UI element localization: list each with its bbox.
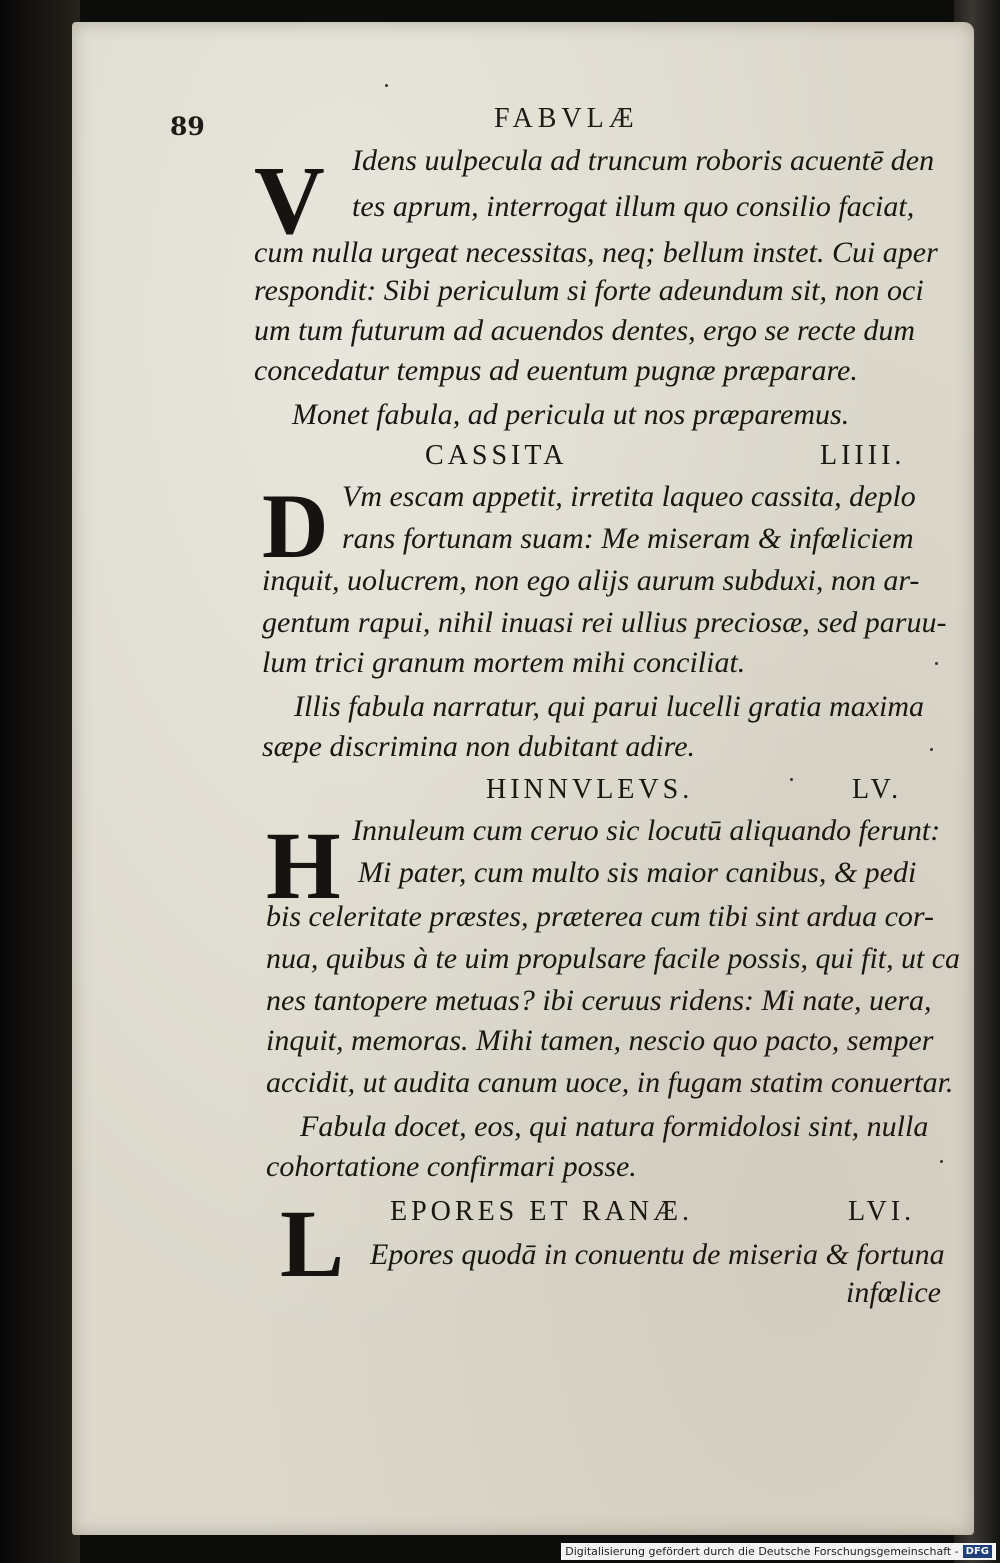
scan-background-left xyxy=(0,0,80,1563)
footer-text: Digitalisierung gefördert durch die Deutsche Forschungsgemeinschaft - xyxy=(565,1545,959,1558)
paper-speck xyxy=(930,748,933,751)
fable-title: HINNVLEVS. xyxy=(486,774,694,805)
text-line: rans fortunam suam: Me miseram & infœliciem xyxy=(342,522,914,555)
running-head: FABVLÆ xyxy=(494,103,639,134)
fable-title: CASSITA xyxy=(425,440,568,471)
page-number: 89 xyxy=(170,112,205,141)
drop-cap-d: D xyxy=(262,475,329,577)
digitization-footer xyxy=(561,1543,996,1560)
moral-line: Fabula docet, eos, qui natura formidolosi sint, nulla xyxy=(300,1110,929,1143)
fable-number: LV. xyxy=(852,774,903,805)
fable-title: EPORES ET RANÆ. xyxy=(390,1196,693,1227)
paper-speck xyxy=(940,1160,943,1163)
moral-line: sæpe discrimina non dubitant adire. xyxy=(262,730,696,763)
text-line: inquit, uolucrem, non ego alijs aurum subduxi, non ar- xyxy=(262,564,920,597)
paper-speck xyxy=(790,778,793,781)
moral-line: cohortatione confirmari posse. xyxy=(266,1150,637,1183)
text-line: Mi pater, cum multo sis maior canibus, & pedi xyxy=(358,856,917,889)
text-line: accidit, ut audita canum uoce, in fugam statim conuertar. xyxy=(266,1066,954,1099)
dfg-logo: DFG xyxy=(963,1545,992,1558)
drop-cap-l: L xyxy=(280,1190,345,1297)
text-line: bis celeritate præstes, præterea cum tibi sint ardua cor- xyxy=(266,900,934,933)
text-line: Innuleum cum ceruo sic locutū aliquando ferunt: xyxy=(352,814,941,847)
text-line: gentum rapui, nihil inuasi rei ullius preciosæ, sed paruu- xyxy=(262,606,947,639)
text-line: concedatur tempus ad euentum pugnæ præparare. xyxy=(254,354,858,387)
catchword: infœlice xyxy=(846,1276,941,1309)
text-line: Epores quodā in conuentu de miseria & fortuna xyxy=(370,1238,945,1271)
drop-cap-v: V xyxy=(254,147,325,255)
drop-cap-h: H xyxy=(266,812,341,919)
text-line: Vm escam appetit, irretita laqueo cassita, deplo xyxy=(342,480,916,513)
moral-line: Illis fabula narratur, qui parui lucelli gratia maxima xyxy=(294,690,925,723)
paper-speck xyxy=(935,662,938,665)
fable-number: LVI. xyxy=(848,1196,916,1227)
text-line: nua, quibus à te uim propulsare facile possis, qui fit, ut ca xyxy=(266,942,961,975)
paper-speck xyxy=(385,84,388,87)
text-line: inquit, memoras. Mihi tamen, nescio quo pacto, semper xyxy=(266,1024,934,1057)
fable-number: LIIII. xyxy=(820,440,906,471)
text-line: lum trici granum mortem mihi conciliat. xyxy=(262,646,746,679)
text-line: tes aprum, interrogat illum quo consilio faciat, xyxy=(352,190,915,223)
moral-line: Monet fabula, ad pericula ut nos præparemus. xyxy=(292,398,850,431)
text-line: nes tantopere metuas? ibi ceruus ridens: Mi nate, uera, xyxy=(266,984,932,1017)
text-line: respondit: Sibi periculum si forte adeundum sit, non oci xyxy=(254,274,924,307)
text-line: Idens uulpecula ad truncum roboris acuentē den xyxy=(352,144,935,177)
text-line: cum nulla urgeat necessitas, neq; bellum instet. Cui aper xyxy=(254,236,938,269)
text-line: um tum futurum ad acuendos dentes, ergo se recte dum xyxy=(254,314,915,347)
